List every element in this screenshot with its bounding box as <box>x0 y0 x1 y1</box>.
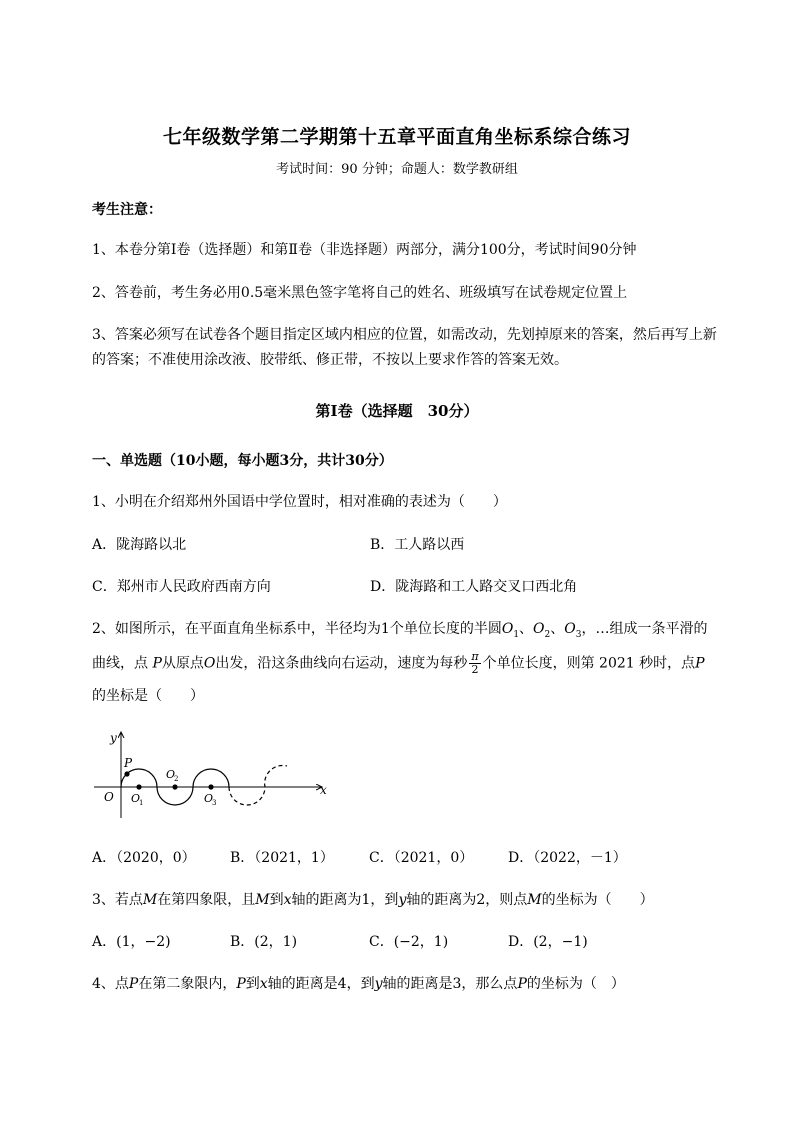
q3-option-c[interactable]: C．(−2，1) <box>369 934 449 950</box>
q3-m: M <box>142 892 158 908</box>
q2-option-c[interactable]: C．（2021，0） <box>369 850 474 866</box>
q4-stem <box>92 974 625 994</box>
notice-item-3: 3、答案必须写在试卷各个题目指定区域内相应的位置，如需改动，先划掉原来的答案，然后再写上新 <box>92 327 717 343</box>
semicircle-curve-dashed <box>229 765 287 805</box>
q4-text: 轴的距离是3，那么点 <box>382 976 518 992</box>
q4-text: 到 <box>245 976 260 992</box>
document-subtitle: 考试时间：90 分钟；命题人：数学教研组 <box>276 162 518 177</box>
q2-sep: 、 <box>550 621 565 637</box>
o1-sub: 1 <box>139 799 144 807</box>
q3-stem <box>92 890 654 910</box>
q3-y: y <box>398 892 407 908</box>
q2-o1: O <box>501 621 514 637</box>
q2-line-2 <box>92 651 705 676</box>
q2-text: ，…组成一条平滑的 <box>581 621 708 637</box>
point-p <box>124 771 129 776</box>
q2-text: 2、如图所示，在平面直角坐标系中，半径均为1个单位长度的半圆 <box>92 621 502 637</box>
origin-label: O <box>104 790 114 804</box>
document-title: 七年级数学第二学期第十五章平面直角坐标系综合练习 <box>162 126 631 148</box>
q4-y: y <box>374 976 383 992</box>
q4-text: 轴的距离是4，到 <box>267 976 375 992</box>
q4-text: 的坐标为（ ） <box>526 976 625 992</box>
point-o3 <box>208 784 213 789</box>
q3-option-a[interactable]: A．(1，−2) <box>92 934 171 950</box>
q1-option-b[interactable]: B．工人路以西 <box>370 537 465 553</box>
q3-m: M <box>255 892 270 908</box>
o3-sub: 3 <box>212 799 217 807</box>
q2-line-1 <box>92 619 707 645</box>
q2-figure <box>90 722 340 822</box>
q4-p: P <box>236 976 246 992</box>
o1-label: O <box>131 792 141 805</box>
q2-o3: O <box>564 621 576 637</box>
q2-text: 曲线，点 <box>92 655 153 672</box>
q3-m: M <box>527 892 542 908</box>
q1-option-d[interactable]: D．陇海路和工人路交叉口西北角 <box>370 579 578 595</box>
q3-text: 轴的距离为2，则点 <box>406 892 528 908</box>
q4-text: 4、点 <box>92 976 129 992</box>
point-o2 <box>172 784 177 789</box>
q4-text: 在第二象限内， <box>138 976 237 992</box>
q3-text: 到 <box>269 892 284 908</box>
y-label: y <box>110 731 117 745</box>
x-label: x <box>320 783 327 797</box>
q2-line-3: 的坐标是（ ） <box>92 688 204 704</box>
q3-text: 的坐标为（ ） <box>541 892 654 908</box>
q3-text: 轴的距离为1，到 <box>291 892 399 908</box>
q2-o1-sub: 1 <box>513 629 520 640</box>
point-o1 <box>136 784 141 789</box>
q4-x: x <box>259 976 268 992</box>
q2-o: O <box>203 655 216 672</box>
p-label: P <box>124 756 133 770</box>
q4-p: P <box>128 976 139 992</box>
q2-o2-sub: 2 <box>544 629 551 640</box>
q2-text: 从原点 <box>161 655 204 672</box>
q2-text: 个单位长度，则第 2021 秒时，点 <box>482 655 696 672</box>
q1-option-a[interactable]: A．陇海路以北 <box>92 537 187 553</box>
notice-item-1: 1、本卷分第Ⅰ卷（选择题）和第Ⅱ卷（非选择题）两部分，满分100分，考试时间90分钟 <box>92 242 637 258</box>
notice-heading: 考生注意： <box>92 202 162 218</box>
notice-item-2: 2、答卷前，考生务必用0.5毫米黑色签字笔将自己的姓名、班级填写在试卷规定位置上 <box>92 285 628 301</box>
q2-option-d[interactable]: D．（2022，－1） <box>508 850 627 866</box>
o2-sub: 2 <box>174 775 179 783</box>
q4-p: P <box>517 976 527 992</box>
notice-item-3-cont: 的答案；不准使用涂改液、胶带纸、修正带，不按以上要求作答的答案无效。 <box>92 352 568 368</box>
q1-option-c[interactable]: C．郑州市人民政府西南方向 <box>92 579 271 595</box>
q2-sep: 、 <box>519 621 534 637</box>
q3-text: 3、若点 <box>92 892 143 908</box>
q3-option-b[interactable]: B．(2，1) <box>230 934 298 950</box>
o2-label: O <box>166 768 176 781</box>
q2-p: P <box>152 655 162 672</box>
q2-text: 出发，沿这条曲线向右运动，速度为每秒 <box>215 655 468 672</box>
o3-label: O <box>204 792 214 805</box>
q2-option-b[interactable]: B．（2021，1） <box>230 850 334 866</box>
section-title: 第Ⅰ卷（选择题 30分） <box>315 402 479 420</box>
q3-option-d[interactable]: D．(2，−1) <box>508 934 588 950</box>
part-heading: 一、单选题（10小题，每小题3分，共计30分） <box>92 453 393 469</box>
q3-x: x <box>283 892 292 908</box>
q2-p: P <box>695 655 705 672</box>
q3-text: 在第四象限，且 <box>157 892 256 908</box>
q1-stem: 1、小明在介绍郑州外国语中学位置时，相对准确的表述为（ ） <box>92 494 507 510</box>
q2-o3-sub: 3 <box>575 629 582 640</box>
q2-o2: O <box>533 621 545 637</box>
q2-fraction <box>469 651 480 676</box>
fraction-numerator: π <box>471 650 479 663</box>
q2-option-a[interactable]: A．（2020，0） <box>92 850 196 866</box>
fraction-denominator: 2 <box>471 663 479 676</box>
